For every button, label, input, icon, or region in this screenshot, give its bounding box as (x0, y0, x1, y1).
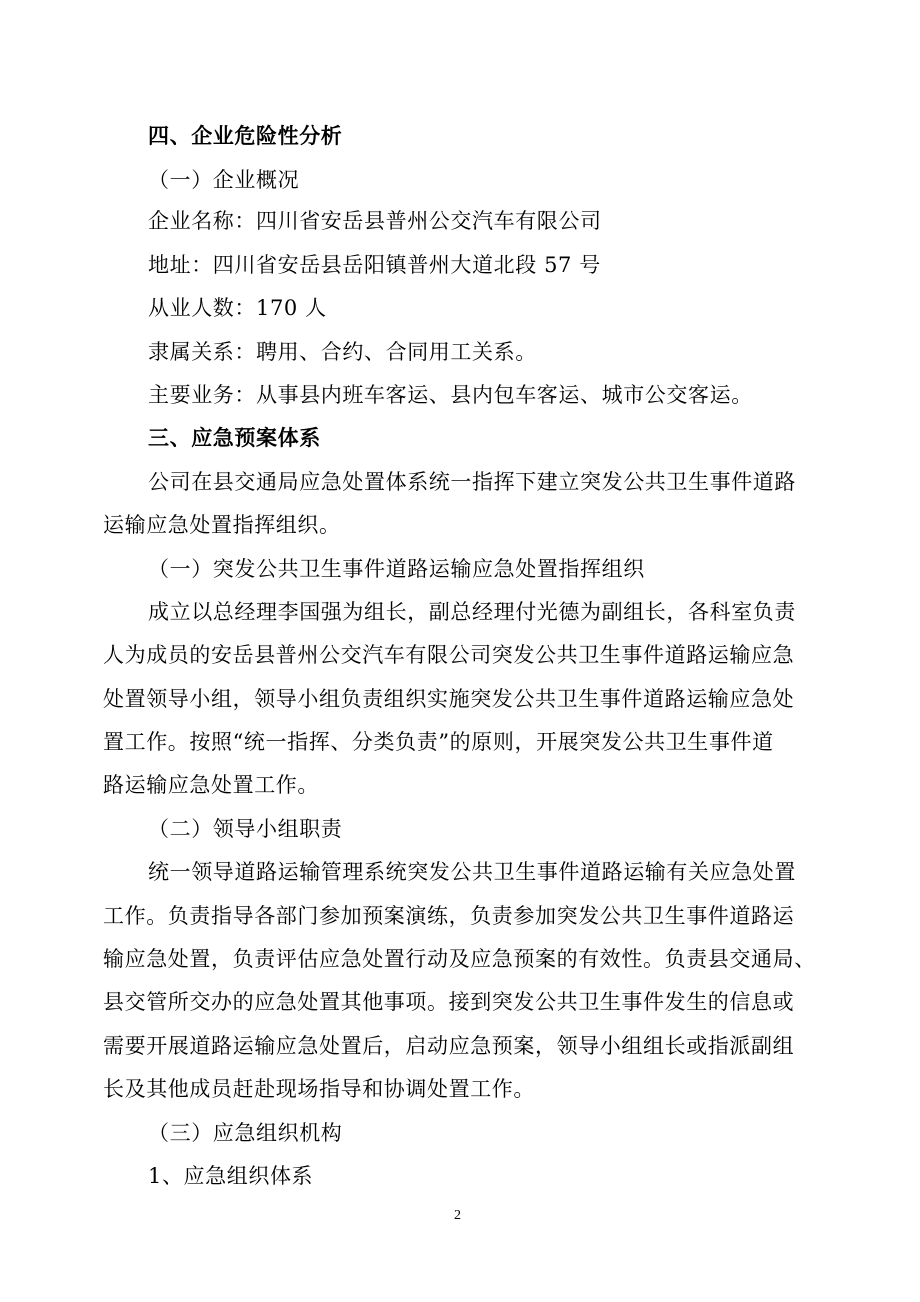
paragraph-line: 县交管所交办的应急处置其他事项。接到突发公共卫生事件发生的信息或 (103, 990, 795, 1014)
paragraph-line: 运输应急处置指挥组织。 (103, 513, 341, 537)
paragraph-line: 置工作。按照“统一指挥、分类负责”的原则，开展突发公共卫生事件道 (103, 730, 774, 754)
subheading-overview: （一）企业概况 (148, 168, 300, 192)
paragraph-line: 成立以总经理李国强为组长，副总经理付光德为副组长，各科室负责 (148, 600, 796, 624)
paragraph-line: 路运输应急处置工作。 (103, 773, 319, 797)
paragraph-line: 公司在县交通局应急处置体系统一指挥下建立突发公共卫生事件道路 (148, 470, 796, 494)
subheading-duties: （二）领导小组职责 (148, 817, 343, 841)
paragraph-line: 统一领导道路运输管理系统突发公共卫生事件道路运输有关应急处置 (148, 860, 796, 884)
paragraph-line: 工作。负责指导各部门参加预案演练，负责参加突发公共卫生事件道路运 (103, 904, 795, 928)
section-heading-4: 四、企业危险性分析 (148, 124, 343, 148)
list-item-org-system: 1、应急组织体系 (148, 1164, 314, 1188)
address-line: 地址：四川省安岳县岳阳镇普州大道北段 57 号 (148, 253, 601, 277)
page-number: 2 (454, 1208, 461, 1223)
paragraph-line: 输应急处置，负责评估应急处置行动及应急预案的有效性。负责县交通局、 (103, 947, 816, 971)
paragraph-line: 人为成员的安岳县普州公交汽车有限公司突发公共卫生事件道路运输应急 (103, 643, 795, 667)
paragraph-line: 需要开展道路运输应急处置后，启动应急预案，领导小组组长或指派副组 (103, 1034, 795, 1058)
section-heading-3: 三、应急预案体系 (148, 426, 321, 450)
company-name-line: 企业名称：四川省安岳县普州公交汽车有限公司 (148, 209, 602, 233)
subheading-command: （一）突发公共卫生事件道路运输应急处置指挥组织 (148, 557, 645, 581)
main-business-line: 主要业务：从事县内班车客运、县内包车客运、城市公交客运。 (148, 383, 753, 407)
paragraph-line: 长及其他成员赶赴现场指导和协调处置工作。 (103, 1077, 535, 1101)
paragraph-line: 处置领导小组，领导小组负责组织实施突发公共卫生事件道路运输应急处 (103, 687, 795, 711)
affiliation-line: 隶属关系：聘用、合约、合同用工关系。 (148, 340, 537, 364)
staff-count-line: 从业人数：170 人 (148, 296, 327, 320)
subheading-organization: （三）应急组织机构 (148, 1121, 343, 1145)
